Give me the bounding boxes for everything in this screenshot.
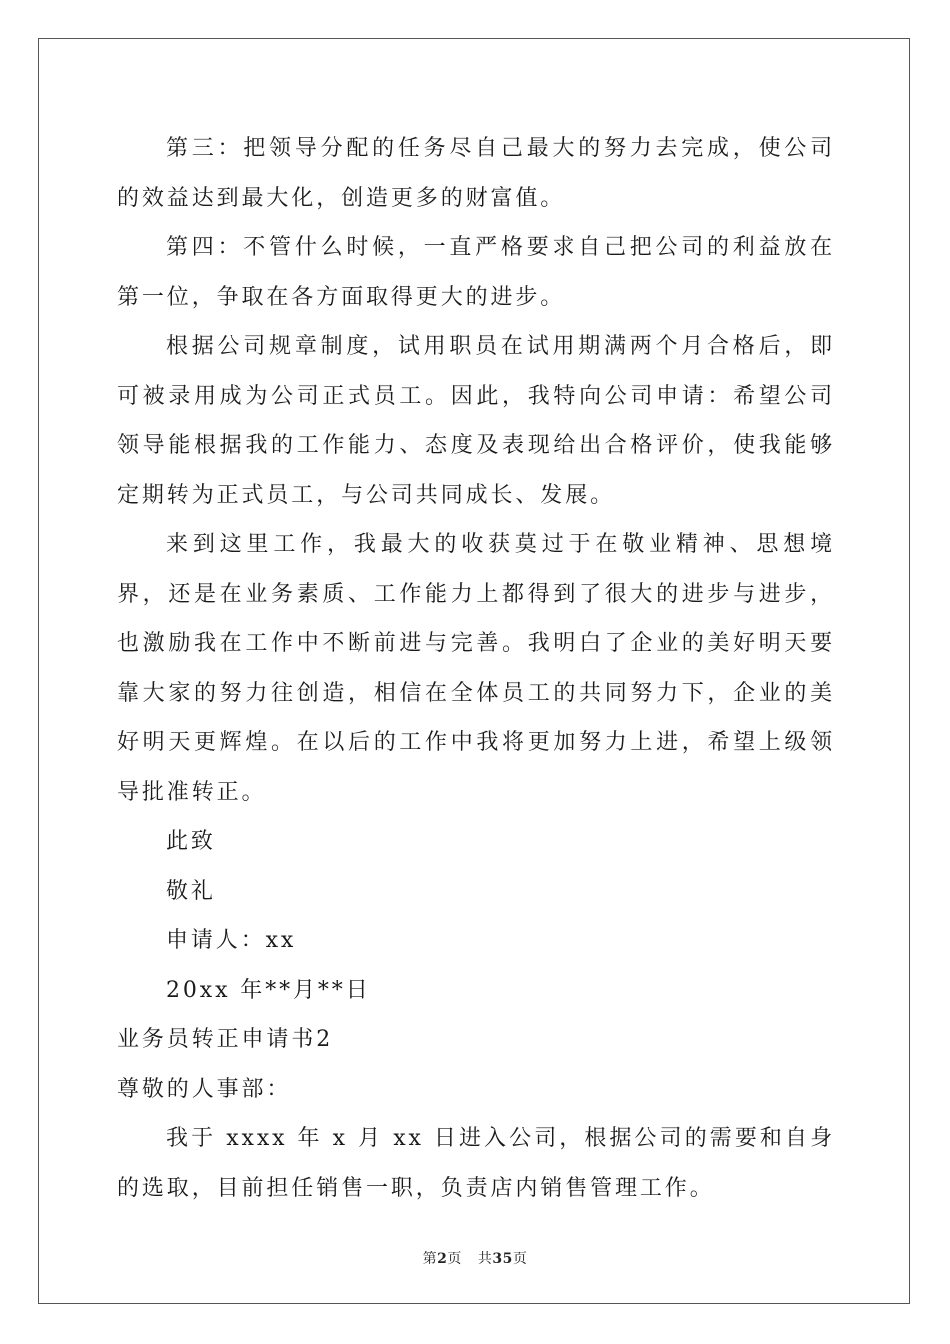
applicant-signature: 申请人：xx — [166, 928, 297, 953]
document-body — [117, 124, 835, 1213]
total-page-count: 35 — [492, 1251, 513, 1267]
paragraph-fourth-point: 第四：不管什么时候，一直严格要求自己把公司的利益放在第一位，争取在各方面取得更大的进步。 — [117, 235, 835, 310]
closing-salutation: 此致 — [166, 829, 216, 854]
total-suffix: 页 — [512, 1251, 528, 1267]
paragraph-intro: 我于 xxxx 年 x 月 xx 日进入公司，根据公司的需要和自身的选取，目前担任销售一职，负责店内销售管理工作。 — [117, 1126, 835, 1201]
current-page-number: 2 — [437, 1251, 448, 1267]
total-prefix: 共 — [477, 1251, 493, 1267]
page-prefix: 第 — [422, 1251, 438, 1267]
paragraph-gains: 来到这里工作，我最大的收获莫过于在敬业精神、思想境界，还是在业务素质、工作能力上都得到了很大的进步与进步，也激励我在工作中不断前进与完善。我明白了企业的美好明天要靠大家的努力往创造，相信在全体员工的共同努力下，企业的美好明天更辉煌。在以后的工作中我将更加努力上进，希望上级领导批准转正。 — [117, 532, 835, 805]
closing-regards: 敬礼 — [166, 878, 216, 904]
page-suffix: 页 — [447, 1251, 462, 1267]
paragraph-application: 根据公司规章制度，试用职员在试用期满两个月合格后，即可被录用成为公司正式员工。因此，我特向公司申请：希望公司领导能根据我的工作能力、态度及表现给出合格评价，使我能够定期转为正式员工，与公司共同成长、发展。 — [117, 334, 835, 508]
signature-date: 20xx 年**月**日 — [166, 977, 371, 1003]
section-title: 业务员转正申请书2 — [117, 1027, 334, 1052]
paragraph-third-point: 第三：把领导分配的任务尽自己最大的努力去完成，使公司的效益达到最大化，创造更多的财富值。 — [117, 136, 835, 211]
page-footer — [0, 1248, 950, 1268]
greeting: 尊敬的人事部： — [117, 1076, 292, 1102]
